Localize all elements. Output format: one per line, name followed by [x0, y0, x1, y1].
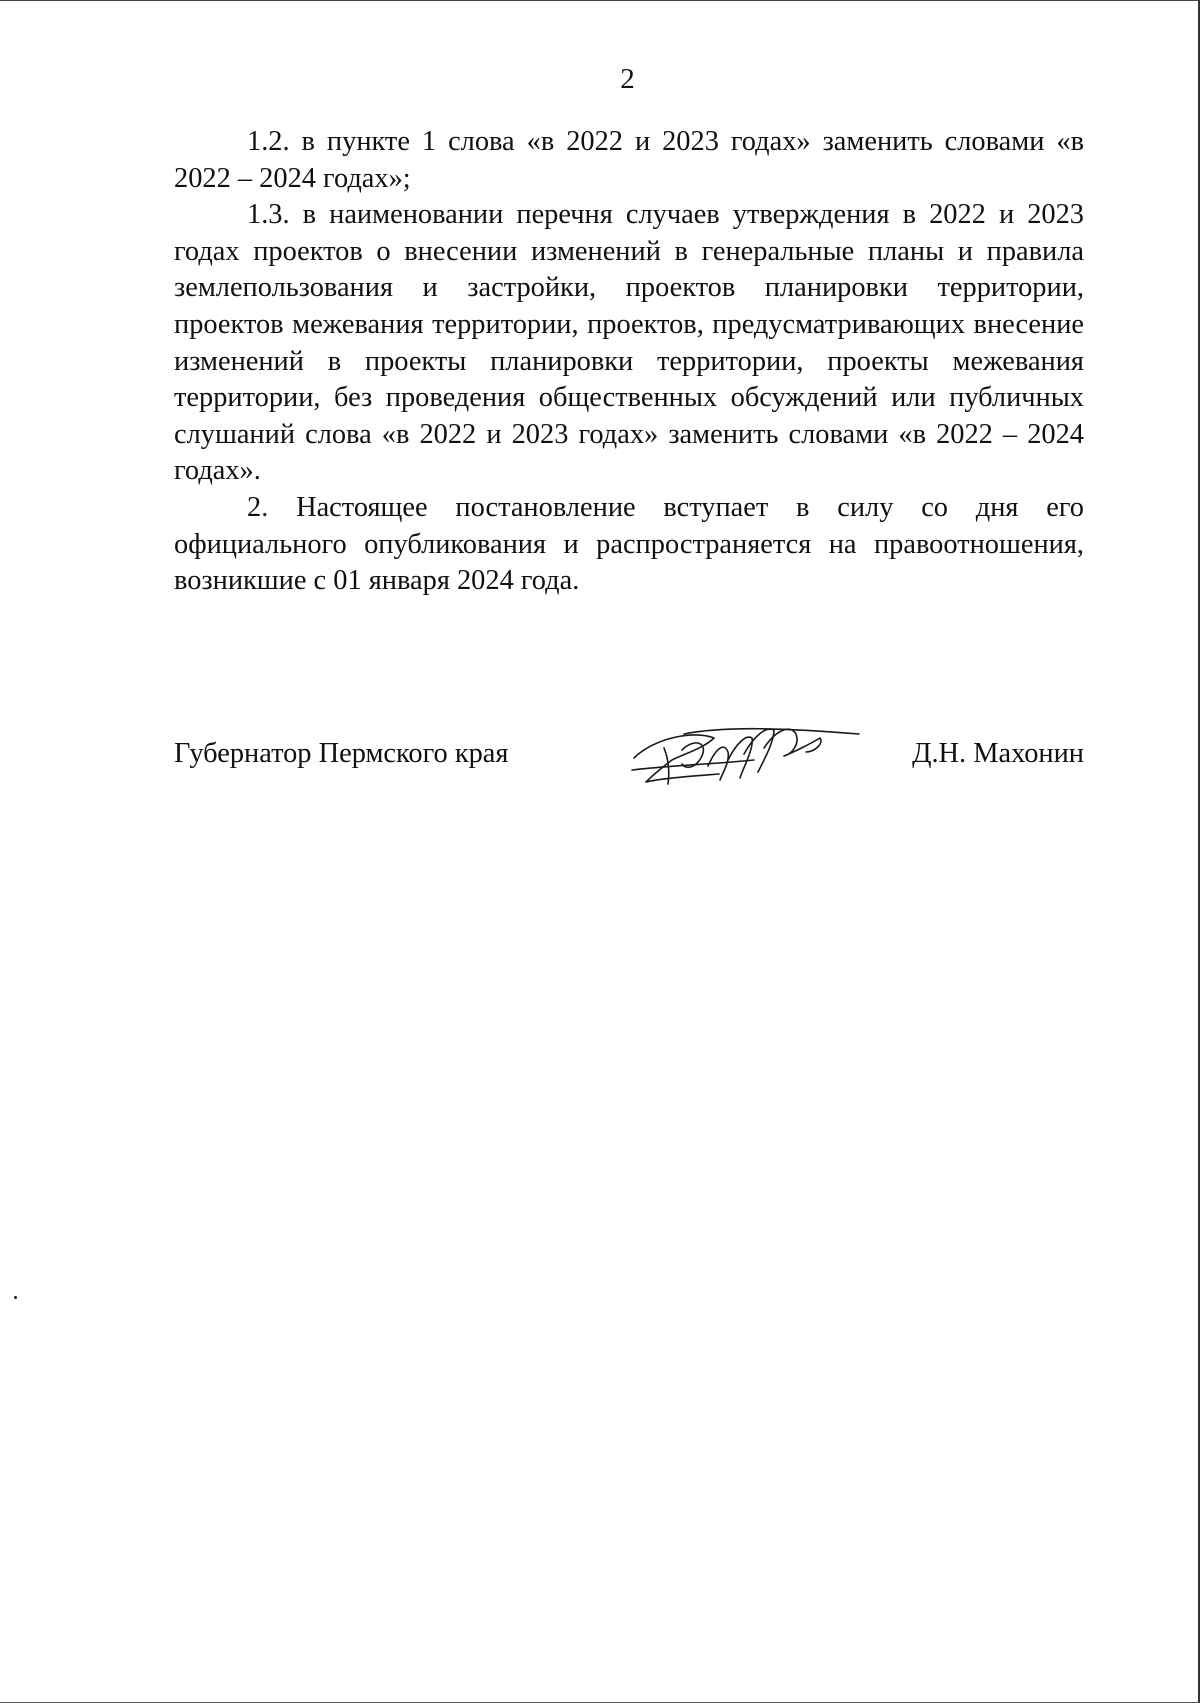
- scan-speck: [14, 1296, 17, 1299]
- signature-block: [174, 716, 1084, 796]
- document-body: [174, 124, 1084, 600]
- paragraph-2: 2. Настоящее постановление вступает в силу со дня его официального опубликования и распространяется на правоотношения, возникшие с 01 января 2024 года.: [174, 491, 1084, 597]
- paragraph-1-3: 1.3. в наименовании перечня случаев утверждения в 2022 и 2023 годах проектов о внесении изменений в генеральные планы и правила землепользования и застройки, проектов планировки территории, проектов межевания территории, проектов, предусматривающих внесение изменений в проекты планировки территории, проекты межевания территории, без проведения общественных обсуждений или публичных слушаний слова «в 2022 и 2023 годах» заменить словами «в 2022 – 2024 годах».: [174, 199, 1084, 487]
- signer-name: Д.Н. Махонин: [912, 738, 1084, 769]
- paragraph-1-2: 1.2. в пункте 1 слова «в 2022 и 2023 годах» заменить словами «в 2022 – 2024 годах»;: [174, 126, 1084, 194]
- page-number: 2: [620, 63, 635, 95]
- signer-position: Губернатор Пермского края: [174, 738, 509, 769]
- handwritten-signature: [624, 708, 864, 798]
